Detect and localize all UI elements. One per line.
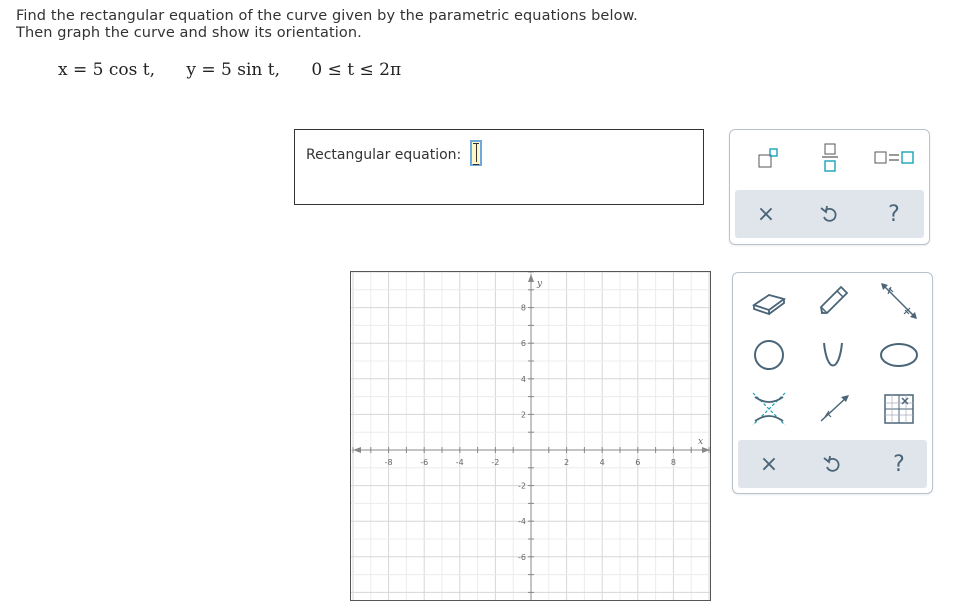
table-tool-button[interactable]	[877, 389, 921, 429]
x-tick-label: 2	[564, 458, 570, 467]
problem-line-1: Find the rectangular equation of the curve given by the parametric equations below.	[16, 8, 638, 24]
eraser-tool-button[interactable]	[747, 281, 791, 321]
x-tick-label: -6	[420, 458, 429, 467]
equation-range: 0 ≤ t ≤ 2π	[311, 60, 402, 80]
graph-help-button[interactable]: ?	[893, 451, 905, 477]
ray-icon	[813, 389, 853, 429]
fraction-button[interactable]	[808, 138, 852, 178]
x-axis-arrow-left	[353, 447, 361, 453]
graph-undo-button[interactable]	[808, 440, 858, 488]
parabola-icon	[813, 337, 853, 373]
equals-button[interactable]	[872, 138, 916, 178]
undo-icon	[822, 453, 844, 475]
pencil-icon	[813, 283, 853, 319]
x-tick-label: -2	[491, 458, 500, 467]
y-tick-label: -2	[518, 481, 526, 491]
hyperbola-icon	[749, 389, 789, 429]
y-axis-arrow-top	[528, 274, 534, 282]
y-tick-label: -6	[518, 552, 526, 562]
superscript-icon	[751, 143, 781, 173]
graph-clear-button[interactable]: ×	[759, 451, 779, 477]
x-tick-label: 6	[635, 458, 641, 467]
superscript-button[interactable]	[744, 138, 788, 178]
hyperbola-tool-button[interactable]	[747, 389, 791, 429]
y-tick-label: 8	[520, 303, 526, 313]
y-axis-label: y	[537, 279, 543, 289]
line-icon	[879, 281, 919, 321]
ray-tool-button[interactable]	[811, 389, 855, 429]
math-undo-button[interactable]	[805, 190, 855, 238]
x-axis-label: x	[698, 437, 704, 447]
parabola-tool-button[interactable]	[811, 335, 855, 375]
ellipse-icon	[877, 337, 921, 373]
math-help-button[interactable]: ?	[888, 201, 900, 227]
x-tick-label: 8	[670, 458, 676, 467]
eraser-icon	[749, 285, 789, 317]
x-tick-label: -4	[455, 458, 464, 467]
math-palette	[729, 129, 930, 245]
x-tick-label: 4	[599, 458, 605, 467]
equals-icon	[872, 143, 916, 173]
rectangular-equation-label: Rectangular equation:	[306, 147, 462, 163]
y-tick-label: 4	[520, 374, 526, 384]
y-tick-label: 6	[520, 339, 526, 349]
answer-box	[294, 129, 704, 205]
y-tick-label: -4	[518, 517, 526, 527]
pencil-tool-button[interactable]	[811, 281, 855, 321]
circle-icon	[749, 337, 789, 373]
math-clear-button[interactable]: ×	[756, 201, 776, 227]
graph-action-bar	[738, 440, 927, 488]
y-tick-label: 2	[520, 410, 526, 420]
undo-icon	[819, 203, 841, 225]
fraction-icon	[815, 141, 845, 175]
ellipse-tool-button[interactable]	[877, 335, 921, 375]
math-action-bar	[735, 190, 924, 238]
problem-line-2: Then graph the curve and show its orientation.	[16, 25, 362, 41]
graph-tool-palette	[732, 272, 933, 494]
parametric-equations	[58, 60, 401, 80]
circle-tool-button[interactable]	[747, 335, 791, 375]
rectangular-equation-input[interactable]	[470, 140, 482, 166]
line-tool-button[interactable]	[877, 281, 921, 321]
table-icon	[879, 389, 919, 429]
equation-x: x = 5 cos t,	[58, 60, 155, 80]
equation-y: y = 5 sin t,	[186, 60, 281, 80]
problem-statement	[16, 8, 638, 42]
x-tick-label: -8	[384, 458, 393, 467]
coordinate-grid[interactable]	[351, 272, 711, 601]
graph-area[interactable]	[350, 271, 711, 601]
